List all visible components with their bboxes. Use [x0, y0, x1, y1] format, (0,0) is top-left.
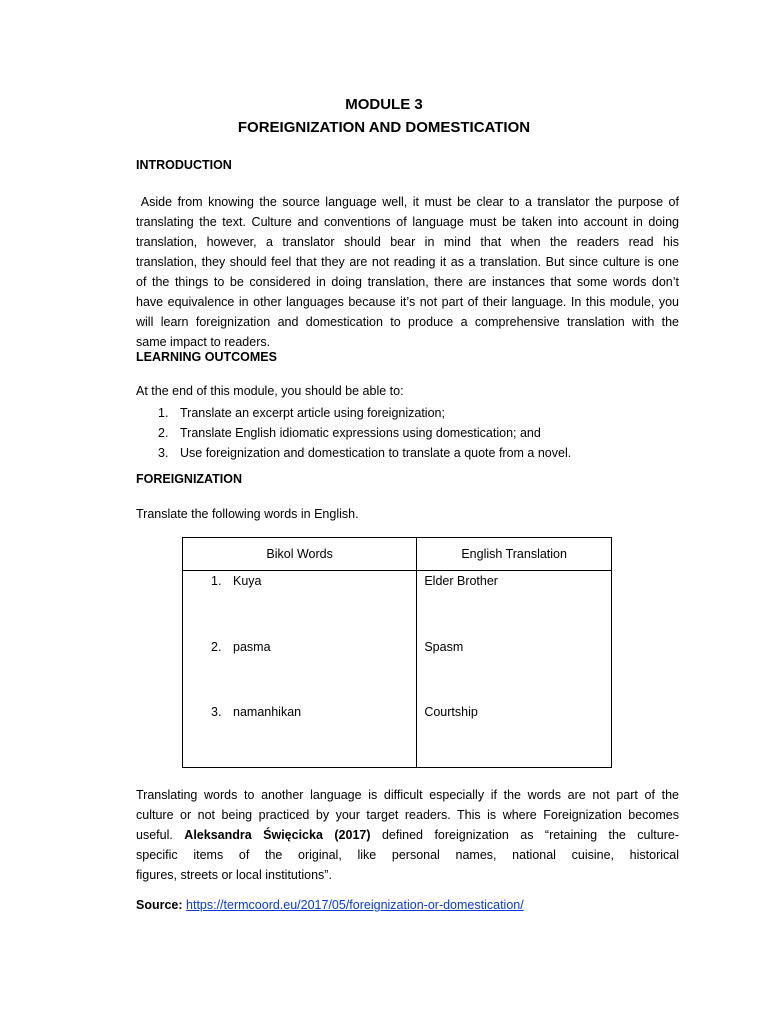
source-link[interactable]: https://termcoord.eu/2017/05/foreignization-or-domestication/ — [186, 898, 524, 912]
intro-line: translation, they should feel that they are not reading it as a translation. But since culture is one — [136, 255, 679, 269]
intro-line: Aside from knowing the source language well, it must be clear to a translator the purpose of — [136, 195, 679, 209]
list-item — [158, 403, 571, 423]
table-row — [183, 571, 612, 641]
english-translation: Elder Brother — [424, 574, 498, 588]
introduction-paragraph — [136, 192, 679, 352]
intro-line: translating the text. Culture and conventions of language must be taken into account in doing — [136, 215, 679, 229]
module-number: MODULE 3 — [345, 96, 423, 113]
module-title: FOREIGNIZATION AND DOMESTICATION — [237, 119, 531, 136]
learning-outcomes-intro: At the end of this module, you should be able to: — [136, 384, 404, 398]
english-translation: Spasm — [424, 640, 464, 654]
table-cell-english — [417, 705, 612, 768]
list-item-text: Translate an excerpt article using foreignization; — [180, 406, 445, 420]
introduction-heading: INTRODUCTION — [136, 158, 232, 172]
foreignization-line: Translating words to another language is difficult especially if the words are not part of the — [136, 788, 679, 802]
intro-line: of the things to be considered in doing translation, there are instances that some words don’t — [136, 275, 679, 289]
foreignization-paragraph — [136, 785, 679, 885]
list-item — [158, 443, 571, 463]
table-cell-bikol — [183, 705, 417, 768]
source-line — [136, 898, 524, 912]
line-text: defined foreignization as “retaining the culture- — [370, 828, 679, 842]
table-instruction: Translate the following words in English. — [136, 507, 359, 521]
learning-outcomes-heading: LEARNING OUTCOMES — [136, 350, 277, 364]
column-header-bikol: Bikol Words — [183, 538, 417, 571]
foreignization-line: culture or not being practiced by your target readers. This is where Foreignization becomes — [136, 808, 679, 822]
table-row — [183, 640, 612, 705]
bikol-word: namanhikan — [233, 705, 302, 719]
intro-line: will learn foreignization and domestication to produce a comprehensive translation with the — [136, 315, 679, 329]
author-citation: Aleksandra Święcicka (2017) — [184, 828, 371, 842]
list-item — [158, 423, 571, 443]
foreignization-line: specific items of the original, like personal names, national cuisine, historical — [136, 848, 679, 862]
list-item-text: Translate English idiomatic expressions using domestication; and — [180, 426, 541, 440]
row-number: 3. — [211, 705, 222, 719]
table-cell-english — [417, 640, 612, 705]
source-label: Source: — [136, 898, 187, 912]
table-cell-bikol — [183, 571, 417, 641]
bikol-word: pasma — [233, 640, 271, 654]
list-item-text: Use foreignization and domestication to translate a quote from a novel. — [180, 446, 572, 460]
row-number: 2. — [211, 640, 222, 654]
table-header-row — [183, 538, 612, 571]
list-item-number: 1. — [158, 406, 169, 420]
intro-line: same impact to readers. — [136, 335, 271, 349]
list-item-number: 2. — [158, 426, 169, 440]
english-translation: Courtship — [424, 705, 478, 719]
line-text: useful. — [136, 828, 185, 842]
foreignization-line: figures, streets or local institutions”. — [136, 868, 332, 882]
foreignization-line — [136, 825, 679, 845]
table-row — [183, 705, 612, 768]
bikol-word: Kuya — [233, 574, 262, 588]
row-number: 1. — [211, 574, 222, 588]
learning-outcomes-list — [158, 403, 571, 463]
foreignization-heading: FOREIGNIZATION — [136, 472, 243, 486]
table-cell-english — [417, 571, 612, 641]
column-header-english: English Translation — [417, 538, 612, 571]
intro-line: translation, however, a translator should bear in mind that when the readers read his — [136, 235, 679, 249]
table-cell-bikol — [183, 640, 417, 705]
translation-table — [182, 537, 612, 768]
list-item-number: 3. — [158, 446, 169, 460]
intro-line: have equivalence in other languages because it’s not part of their language. In this module, you — [136, 295, 679, 309]
